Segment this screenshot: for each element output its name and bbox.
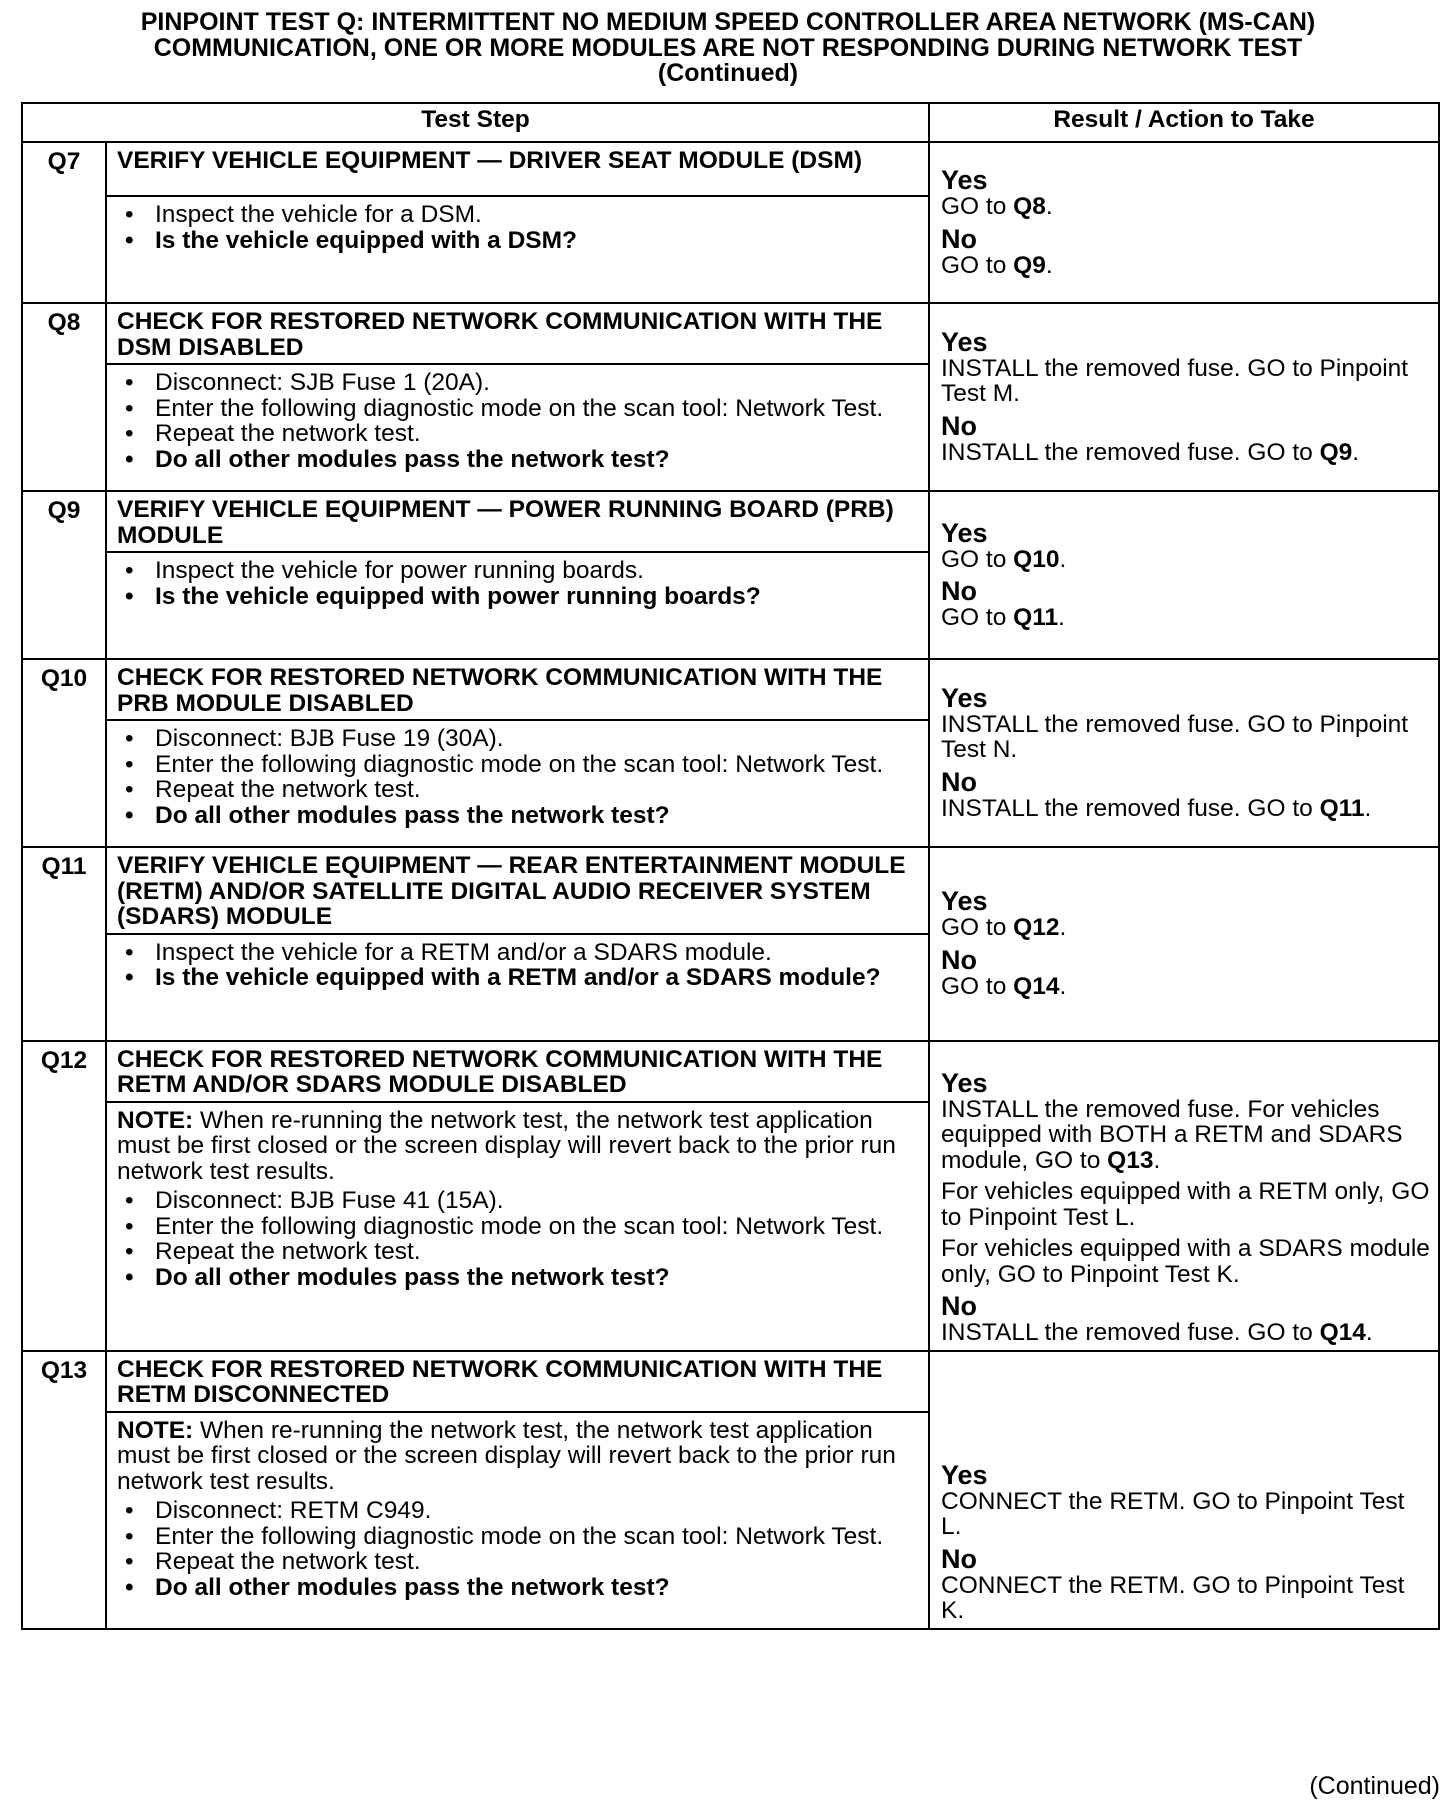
step-result: [929, 303, 1439, 491]
no-goto: Q14: [1319, 1319, 1366, 1346]
step-id: Q12: [22, 1041, 106, 1351]
step-heading: VERIFY VEHICLE EQUIPMENT — REAR ENTERTAINMENT MODULE (RETM) AND/OR SATELLITE DIGITAL AUDIO RECEIVER SYSTEM (SDARS) MODULE: [106, 847, 929, 934]
step-body: [106, 1102, 929, 1351]
no-action: INSTALL the removed fuse. GO to Q9.: [941, 438, 1360, 466]
step-body: [106, 364, 929, 491]
step-question: • Do all other modules pass the network test?: [145, 1265, 918, 1291]
list-item: • Enter the following diagnostic mode on the scan tool: Network Test.: [145, 1214, 918, 1240]
step-heading: CHECK FOR RESTORED NETWORK COMMUNICATION WITH THE RETM DISCONNECTED: [106, 1351, 929, 1412]
step-heading: CHECK FOR RESTORED NETWORK COMMUNICATION WITH THE DSM DISABLED: [106, 303, 929, 364]
yes-action: GO to Q10.: [941, 545, 1067, 573]
list-item: • Repeat the network test.: [145, 1239, 918, 1265]
step-question: • Do all other modules pass the network test?: [145, 803, 918, 829]
step-body: [106, 552, 929, 659]
no-action: CONNECT the RETM. GO to Pinpoint Test K.: [941, 1571, 1405, 1624]
no-label: No: [941, 1543, 977, 1574]
list-item: • Repeat the network test.: [145, 777, 918, 803]
list-item: • Enter the following diagnostic mode on the scan tool: Network Test.: [145, 396, 918, 422]
yes-goto: Q12: [1013, 914, 1060, 942]
yes-label: Yes: [941, 886, 988, 917]
list-item: • Enter the following diagnostic mode on the scan tool: Network Test.: [145, 1524, 918, 1550]
step-q9: [22, 491, 1439, 659]
step-q11: [22, 847, 1439, 1041]
step-body: [106, 1412, 929, 1629]
yes-goto: Q13: [1107, 1146, 1154, 1174]
pinpoint-test-table: [21, 102, 1440, 1630]
step-result: [929, 1041, 1439, 1351]
step-result: [929, 491, 1439, 659]
note: [117, 1418, 918, 1495]
step-heading: VERIFY VEHICLE EQUIPMENT — POWER RUNNING BOARD (PRB) MODULE: [106, 491, 929, 552]
step-id: Q13: [22, 1351, 106, 1629]
yes-goto: Q10: [1013, 545, 1060, 573]
step-result: [929, 1351, 1439, 1629]
step-id: Q8: [22, 303, 106, 491]
yes-goto: Q8: [1013, 193, 1046, 220]
note-label: NOTE:: [117, 1416, 194, 1444]
step-body: [106, 720, 929, 847]
list-item: • Enter the following diagnostic mode on the scan tool: Network Test.: [145, 752, 918, 778]
no-action: INSTALL the removed fuse. GO to Q14.: [941, 1319, 1373, 1346]
step-question: • Do all other modules pass the network test?: [145, 447, 918, 473]
step-body: [106, 934, 929, 1041]
step-id: Q9: [22, 491, 106, 659]
yes-label: Yes: [941, 1459, 988, 1490]
list-item: • Repeat the network test.: [145, 1549, 918, 1575]
table-header-row: [22, 103, 1439, 142]
step-question: • Is the vehicle equipped with a RETM and/or a SDARS module?: [145, 965, 918, 991]
title-line-3: (Continued): [657, 59, 799, 87]
yes-label: Yes: [941, 682, 988, 713]
yes-action: CONNECT the RETM. GO to Pinpoint Test L.: [941, 1487, 1405, 1540]
list-item: • Disconnect: RETM C949.: [145, 1498, 918, 1524]
list-item: • Disconnect: BJB Fuse 41 (15A).: [145, 1188, 918, 1214]
no-action: GO to Q11.: [941, 604, 1065, 631]
note-label: NOTE:: [117, 1106, 194, 1134]
step-result: [929, 847, 1439, 1041]
continued-footer: (Continued): [1309, 1772, 1440, 1800]
step-id: Q10: [22, 659, 106, 847]
note-text: When re-running the network test, the network test application must be first closed or the screen display will revert back to the prior run network test results.: [117, 1106, 896, 1185]
yes-label: Yes: [941, 165, 988, 195]
list-item: • Disconnect: BJB Fuse 19 (30A).: [145, 726, 918, 752]
step-result: [929, 659, 1439, 847]
step-question: • Is the vehicle equipped with power running boards?: [145, 584, 918, 610]
list-item: • Inspect the vehicle for a RETM and/or a SDARS module.: [145, 940, 918, 966]
no-goto: Q11: [1319, 794, 1365, 822]
step-heading: VERIFY VEHICLE EQUIPMENT — DRIVER SEAT MODULE (DSM): [106, 142, 929, 196]
note: [117, 1108, 918, 1185]
header-test-step: Test Step: [22, 103, 929, 142]
no-goto: Q14: [1013, 972, 1060, 1000]
no-action: GO to Q14.: [941, 972, 1067, 1000]
no-label: No: [941, 944, 977, 975]
yes-action: INSTALL the removed fuse. For vehicles equipped with BOTH a RETM and SDARS module, GO to Q13.: [941, 1095, 1403, 1174]
list-item: • Repeat the network test.: [145, 421, 918, 447]
list-item: • Inspect the vehicle for a DSM.: [145, 202, 918, 228]
step-question: • Do all other modules pass the network test?: [145, 1575, 918, 1601]
header-result-action: Result / Action to Take: [929, 103, 1439, 142]
step-q7: [22, 142, 1439, 303]
step-q8: [22, 303, 1439, 491]
no-goto: Q11: [1013, 604, 1059, 631]
yes-label: Yes: [941, 517, 988, 548]
step-q13: [22, 1351, 1439, 1629]
yes-action-retm-only: For vehicles equipped with a RETM only, GO to Pinpoint Test L.: [941, 1178, 1430, 1231]
no-label: No: [941, 766, 977, 797]
note-text: When re-running the network test, the network test application must be first closed or the screen display will revert back to the prior run network test results.: [117, 1416, 896, 1495]
yes-action: INSTALL the removed fuse. GO to Pinpoint Test M.: [941, 354, 1409, 408]
no-goto: Q9: [1319, 438, 1353, 466]
step-body: [106, 196, 929, 303]
title-line-1: PINPOINT TEST Q: INTERMITTENT NO MEDIUM SPEED CONTROLLER AREA NETWORK (MS-CAN): [140, 8, 1316, 36]
no-action: GO to Q9.: [941, 251, 1053, 279]
step-heading: CHECK FOR RESTORED NETWORK COMMUNICATION WITH THE RETM AND/OR SDARS MODULE DISABLED: [106, 1041, 929, 1102]
yes-label: Yes: [941, 326, 988, 357]
step-id: Q7: [22, 142, 106, 303]
yes-action: GO to Q12.: [941, 914, 1067, 942]
step-heading: CHECK FOR RESTORED NETWORK COMMUNICATION WITH THE PRB MODULE DISABLED: [106, 659, 929, 720]
no-goto: Q9: [1013, 251, 1046, 279]
page-title: [20, 10, 1436, 87]
list-item: • Inspect the vehicle for power running boards.: [145, 558, 918, 584]
step-q12: [22, 1041, 1439, 1351]
yes-label: Yes: [941, 1067, 988, 1098]
step-question: • Is the vehicle equipped with a DSM?: [145, 228, 918, 254]
title-line-2: COMMUNICATION, ONE OR MORE MODULES ARE NOT RESPONDING DURING NETWORK TEST: [153, 33, 1303, 62]
no-action: INSTALL the removed fuse. GO to Q11.: [941, 794, 1372, 822]
no-label: No: [941, 1291, 977, 1321]
yes-action-sdars-only: For vehicles equipped with a SDARS module only, GO to Pinpoint Test K.: [941, 1235, 1430, 1288]
no-label: No: [941, 410, 977, 441]
step-result: [929, 142, 1439, 303]
yes-action: GO to Q8.: [941, 193, 1053, 220]
no-label: No: [941, 576, 977, 606]
step-q10: [22, 659, 1439, 847]
list-item: • Disconnect: SJB Fuse 1 (20A).: [145, 370, 918, 396]
yes-action: INSTALL the removed fuse. GO to Pinpoint Test N.: [941, 710, 1409, 764]
no-label: No: [941, 223, 977, 254]
step-id: Q11: [22, 847, 106, 1041]
